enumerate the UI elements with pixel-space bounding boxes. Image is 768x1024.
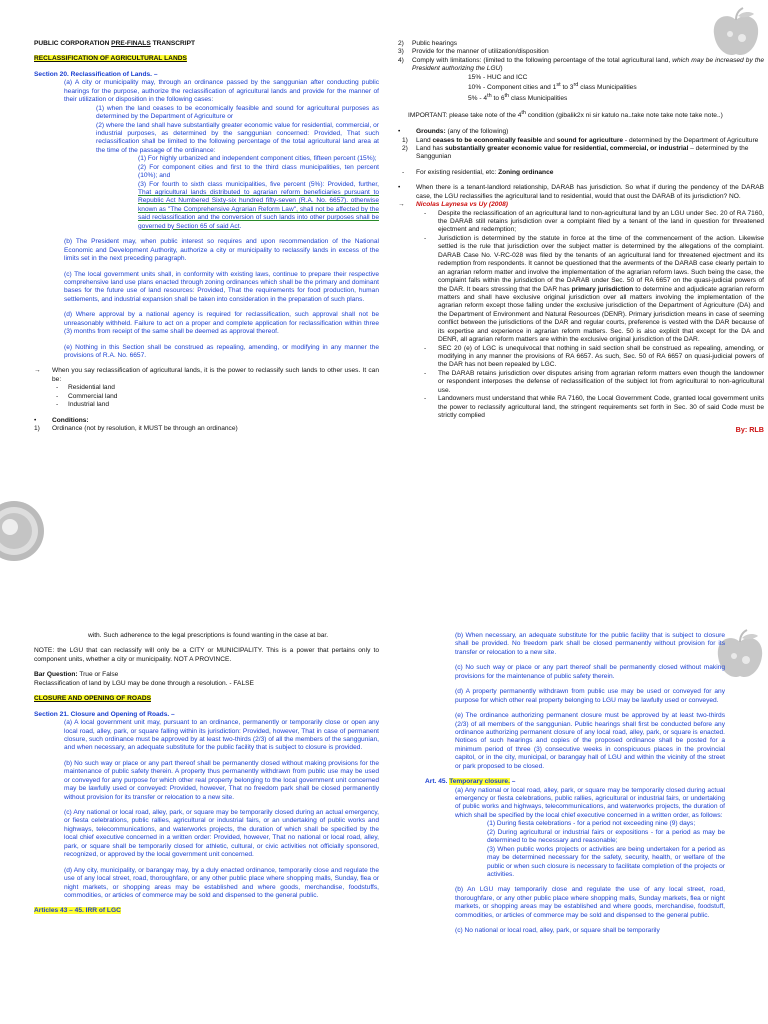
sec20-pct-1: (1) For highly urbanized and independent component cities, fifteen percent (15%); xyxy=(138,155,377,163)
section-heading: RECLASSIFICATION OF AGRICULTURAL LANDS xyxy=(34,55,187,63)
author-credit: By: RLB xyxy=(735,424,764,434)
sec21-para-d: (d) Any city, municipality, or barangay may, by a duly enacted ordinance, temporarily close and regulate the use of any local street, road, thoroughfare, or any other public place where shopping malls, Sunday, flea or night markets, or shopping areas may be established and where goods, merchandise, foodstuffs, commodities, or articles of commerce may be sold and dispensed to the general public. xyxy=(64,866,379,899)
art45-para-b: (b) An LGU may temporarily close and regulate the use of any local street, road, thoroughfare, or any other public place where shopping malls, Sunday markets, flea or night markets, or shopping areas may be established and where goods, merchandise, foodstuff, commodities, or articles of commerce may be sold and dispensed to the general public. xyxy=(455,886,725,919)
page1-right-column xyxy=(398,40,764,434)
reclassification-note: → When you say reclassification of agricultural lands, it is the power to reclassify such lands to other uses. It can be: xyxy=(34,367,379,383)
ground-item: 1) Land ceases to be economically feasible and sound for agriculture - determined by the Department of Agriculture xyxy=(402,136,759,144)
use-item: - Residential land xyxy=(56,384,115,392)
bar-question: Bar Question: True or False xyxy=(34,671,119,679)
art45-para-a: (a) Any national or local road, alley, park, or square may be temporarily closed during actual emergency or fiesta celebrations, public rallies, agricultural or industrial fairs, or undertaking of public works and highways, telecommunications, and waterworks projects, the duration of which shall be specified by the local chief executive concerned in a written order, as follows: xyxy=(455,786,725,819)
limit-pct: 10% - Component cities and 1st to 3rd class Municipalities xyxy=(468,82,637,92)
arrow-icon: → xyxy=(398,201,405,209)
zoning-note: - For existing residential, etc: Zoning ordinance xyxy=(402,168,554,176)
art45-heading: Art. 45. Temporary closure. – xyxy=(425,778,516,786)
sec20-para-d: (d) Where approval by a national agency is required for reclassification, such approval shall not be unreasonably withheld. Failure to act on a proper and complete application for reclassification within three (3) months from receipt of the same shall be deemed as approval thereof. xyxy=(64,311,379,336)
section-heading: CLOSURE AND OPENING OF ROADS xyxy=(34,695,151,703)
page1-left-column xyxy=(34,40,379,434)
important-note: IMPORTANT: please take note of the 4th condition (gibalik2x ni sir katulo na..take note take note take note..) xyxy=(408,110,723,120)
use-item: - Industrial land xyxy=(56,401,110,409)
sec20-para-c: (c) The local government units shall, in conformity with existing laws, continue to prepare their respective comprehensive land use plans enacted through zoning ordinances which shall be the primary and dominant bases for the future use of land resources: Provided, That the requirements for food production, human settlements, and industrial expansion shall be taken into consideration in the preparation of such plans. xyxy=(64,270,379,303)
lgu-note: NOTE: the LGU that can reclassify will only be a CITY or MUNICIPALITY. This is a power that pertains only to component units, whether a city or municipality. NOT A PROVINCE. xyxy=(34,647,379,663)
art44-para-b: (b) When necessary, an adequate substitute for the public facility that is subject to closure shall be provided. No freedom park shall be closed permanently without provision for its transfer or relocation to a new site. xyxy=(455,632,725,656)
art44-para-e: (e) The ordinance authorizing permanent closure must be approved by at least two-thirds (2/3) of all members of the sanggunian. Public hearings shall first be conducted before any ordinance authorizing permanent closure of any local road, alley, park, or square is enacted. Notices of such hearings and copies of the proposed ordinance shall be posted for a minimum period of three (3) consecutive weeks in conspicuous places in the provincial capitol, or in the city, municipal, or barangay hall of LGU and within the vicinity of the street or park proposed to be closed. xyxy=(455,712,725,770)
use-item: - Commercial land xyxy=(56,392,118,400)
transcript-title: PUBLIC CORPORATION PRE-FINALS TRANSCRIPT xyxy=(34,40,196,47)
bar-question-text: Reclassification of land by LGU may be done through a resolution. - FALSE xyxy=(34,679,254,687)
art44-para-d: (d) A property permanently withdrawn from public use may be used or conveyed for any purpose for which other real property belonging to LGU may be lawfully used or conveyed. xyxy=(455,688,725,704)
case-bullet: - Jurisdiction is determined by the statute in force at the time of the commencement of the action. Likewise settled is the rule that jurisdiction over the subject matter is determined by the allegations of the complaint. DARAB Case No. V-RC-028 was filed by the tenants of an agricultural land for threatened ejectment and its redemption from respondents. It cannot be questioned that the averments of the DARAB case clearly pertain to an agrarian reform matter and involve the implementation of the agrarian reform laws. Such being the case, the complaint falls within the jurisdiction of the DARAB under Sec. 50 of RA 6657 on the quasi-judicial powers of the DAR. It bears stressing that the DAR has primary jurisdiction to determine and adjudicate agrarian reform matters and shall have exclusive original jurisdiction over all matters involving the implementation of the agrarian reform except those falling under the exclusive jurisdiction of the Department of Agriculture (DA) and the Department of Environment and Natural Resources (DENR). Primary jurisdiction means in case of seeming conflict between the jurisdictions of the DAR and regular courts, preference is vested with the DAR because of its expertise and experience in agrarian reform matters. Sec. 50 is also explicit that except for the DA and DENR, all agrarian reform matters are within the exclusive original jurisdiction of the DAR. xyxy=(424,234,764,344)
case-bullet: - Despite the reclassification of an agricultural land to non-agricultural land by an LGU under Sec. 20 of RA 7160, the DARAB still retains jurisdiction over a complaint filed by a tenant of the land in question for threatened ejectment and redemption; xyxy=(424,209,764,234)
condition-item: 2) Public hearings xyxy=(398,40,458,47)
art45-item: (2) During agricultural or industrial fairs or expositions - for a period as may be determined to be necessary and reasonable; xyxy=(487,828,725,845)
tenant-question: • When there is a tenant-landlord relationship, DARAB has jurisdiction. So what if during the pendency of the DARAB case, the LGU reclassifies the agricultural land to residential, would that oust the DARAB of its jurisdiction? NO. xyxy=(398,184,764,200)
case-bullet: - Landowners must understand that while RA 7160, the Local Government Code, granted local government units the power to reclassify agricultural land, the stringent requirements set forth in Sec. 30 of said Code must be strictly complied xyxy=(424,395,764,420)
art45-para-c: (c) No national or local road, alley, park, or square shall be temporarily xyxy=(455,927,660,935)
art45-item: (1) During fiesta celebrations - for a period not exceeding nine (9) days; xyxy=(487,820,696,828)
grounds-heading: • Grounds: (any of the following) xyxy=(398,128,509,136)
sec21-para-c: (c) Any national or local road, alley, park, or square may be temporarily closed during an actual emergency, or fiesta celebrations, public rallies, agricultural or industrial fairs, or an undertaking of public works and highways, telecommunications, and waterworks projects, the duration of which shall be specified by the local chief executive concerned in a written order: Provided, however, That no national or local road, alley, park, or square shall be temporarily closed for athletic, cultural, or civic activities not officially sponsored, recognized, or approved by the local government unit concerned. xyxy=(64,809,379,859)
page-2 xyxy=(0,620,768,1024)
sec20-pct-3: (3) For fourth to sixth class municipalities, five percent (5%): Provided, further, That agricultural lands distributed to agrarian reform beneficiaries pursuant to Republic Act Numbered Sixty-six hundred fifty-seven (R.A. No. 6657). otherwise known as "The Comprehensive Agrarian Reform Law", shall not be affected by the said reclassification and the conversion of such lands into other purposes shall be governed by Section 65 of said Act. xyxy=(138,180,379,230)
limit-pct: 15% - HUC and ICC xyxy=(468,73,528,81)
bullet-icon: • xyxy=(398,184,401,192)
sec20-case-1: (1) when the land ceases to be economically feasible and sound for agricultural purposes as determined by the Department of Agriculture or xyxy=(96,104,379,121)
condition-item: 1) Ordinance (not by resolution, it MUST be through an ordinance) xyxy=(34,425,238,433)
sec20-para-b: (b) The President may, when public interest so requires and upon recommendation of the National Economic and Development Authority, authorize a city or municipality to reclassify lands in excess of the limits set in the next preceding paragraph. xyxy=(64,238,379,263)
sec20-pct-2: (2) For component cities and first to the third class municipalities, ten percent (10%); and xyxy=(138,163,379,180)
sec21-para-a: (a) A local government unit may, pursuant to an ordinance, permanently or temporarily close or open any local road, alley, park, or square falling within its jurisdiction: Provided, however, That in case of permanent closure, such ordinance must be approved by at least two-thirds (2/3) of all the members of the sanggunian, and when necessary, an adequate substitute for the public facility that is subject to closure is provided. xyxy=(64,719,379,752)
condition-item: 3) Provide for the manner of utilization/disposition xyxy=(398,48,549,56)
sec20-heading: Section 20. Reclassification of Lands. – xyxy=(34,70,158,78)
condition-item: 4) Comply with limitations: (limited to the following percentage of the total agricultural land, which may be increased by the President authorizing the LGU) xyxy=(398,56,764,73)
irr-heading: Articles 43 – 45. IRR of LGC xyxy=(34,907,121,915)
medal-seal-icon xyxy=(0,493,44,575)
arrow-icon: → xyxy=(34,367,41,375)
sec20-case-2: (2) where the land shall have substantially greater economic value for residential, commercial, or industrial purposes, as determined by the sanggunian concerned: Provided, That such reclassification shall be limited to the following percentage of the total agricultural land area at the time of the passage of the ordinance: xyxy=(96,121,379,154)
case-continuation: with. Such adherence to the legal prescriptions is found wanting in the case at bar. xyxy=(88,632,329,639)
limit-pct: 5% - 4th to 6th class Municipalities xyxy=(468,92,568,102)
page-gap xyxy=(0,578,768,620)
ground-item: 2) Land has substantially greater economic value for residential, commercial, or industrial – determined by the Sanggunian xyxy=(402,144,749,161)
page2-right-column xyxy=(425,632,725,936)
case-bullet: - SEC 20 (e) of LGC is unequivocal that nothing in said section shall be construed as repealing, amending, or modifying in any manner the provisions of RA 6657. As such, Sec. 50 of RA 6657 on quasi-judicial powers of the DAR has not been repealed by LGC. xyxy=(424,344,764,369)
art44-para-c: (c) No such way or place or any part thereof shall be permanently closed without making provisions for the maintenance of public safety therein. xyxy=(455,664,725,680)
sec20-para-e: (e) Nothing in this Section shall be construed as repealing, amending, or modifying in any manner the provisions of R.A. No. 6657. xyxy=(64,343,379,359)
page2-left-column xyxy=(34,632,379,916)
art45-item: (3) When public works projects or activities are being undertaken for a period as may be determined necessary for the safety, security, health, or welfare of the public or when such closure is necessary to facilitate completion of the projects or activities. xyxy=(487,845,725,878)
sec21-heading: Section 21. Closure and Opening of Roads. – xyxy=(34,710,175,718)
sec20-para-a: (a) A city or municipality may, through an ordinance passed by the sanggunian after conducting public hearings for the purpose, authorize the reclassification of agricultural lands and provide for the manner of their utilization or disposition in the following cases: xyxy=(64,79,379,104)
bullet-icon: • xyxy=(34,416,37,424)
bullet-icon: • xyxy=(398,128,401,136)
case-title: → Nicolas Laynesa vs Uy (2008) xyxy=(398,201,508,209)
case-bullet: - The DARAB retains jurisdiction over disputes arising from agrarian reform matters even though the landowner or respondent interposes the defense of reclassification of the subject lot from agricultural to non-agricultural use. xyxy=(424,369,764,394)
sec21-para-b: (b) No such way or place or any part thereof shall be permanently closed without making provisions for the maintenance of public safety therein. A property thus permanently withdrawn from public use may be used or conveyed for any purpose for which other real property belonging to the local government unit concerned may be lawfully used or conveyed: Provided, however, That no freedom park shall be closed permanently without provision for its transfer or relocation to a new site. xyxy=(64,759,379,801)
conditions-heading: • Conditions: xyxy=(34,416,89,424)
